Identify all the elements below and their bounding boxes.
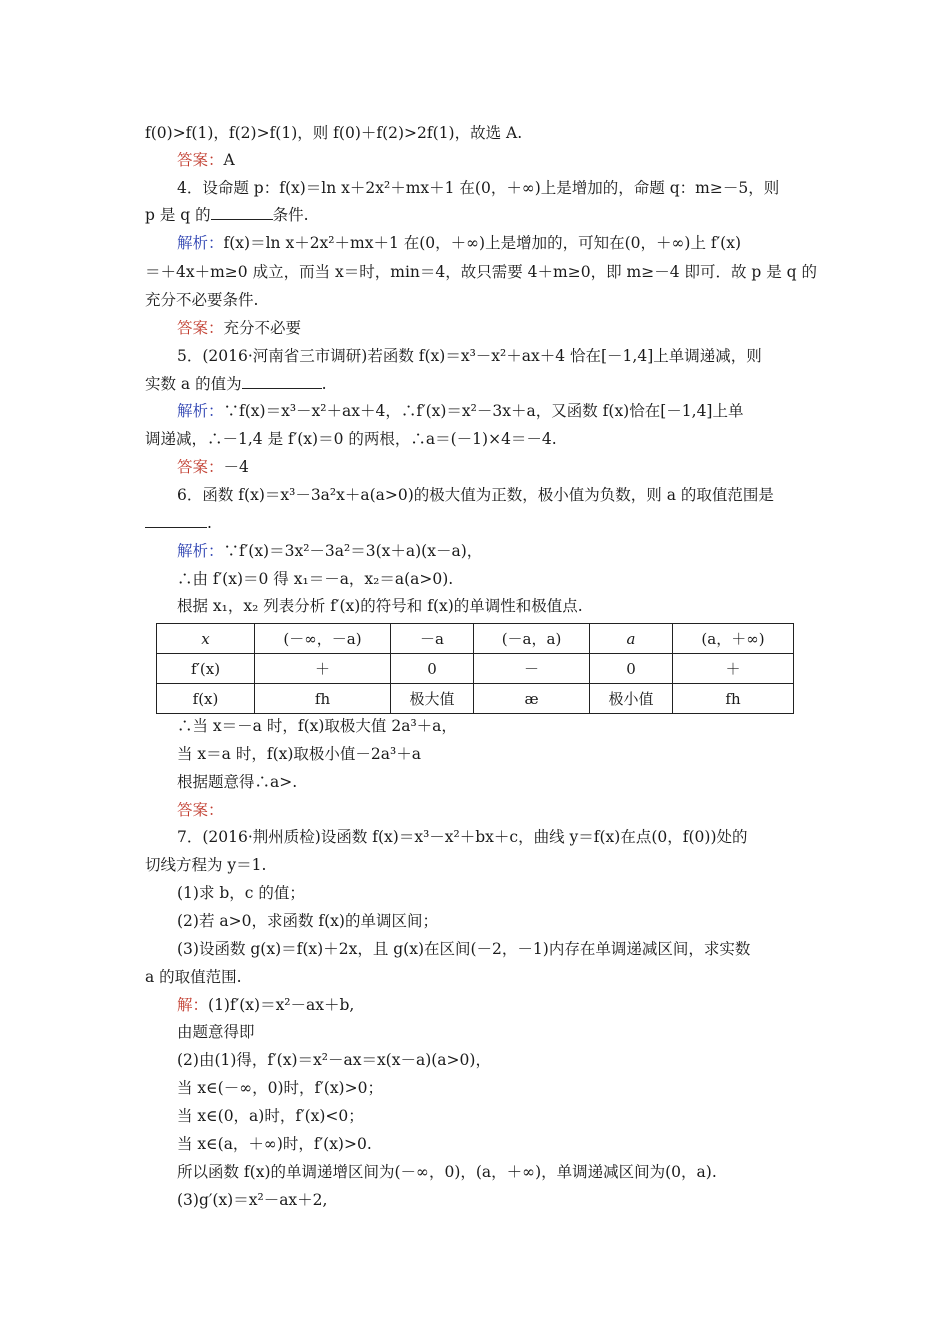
solution-6-line-4: ∴当 x＝－a 时，f(x)取极大值 2a³＋a， — [177, 717, 457, 735]
question-7-line-4: (2)若 a>0，求函数 f(x)的单调区间； — [177, 912, 438, 930]
table-cell: fh — [673, 684, 794, 714]
question-6-line-1: 6．函数 f(x)＝x³－3a²x＋a(a>0)的极大值为正数，极小值为负数，则 a 的取值范围是 — [177, 486, 774, 504]
table-cell: f′(x) — [157, 654, 255, 684]
answer-blank — [145, 527, 207, 528]
s4-text: f(x)＝ln x＋2x²＋mx＋1 在(0，＋∞)上是增加的，可知在(0，＋∞)上 f′(x) — [223, 234, 741, 252]
table-cell: ＋ — [673, 654, 794, 684]
solution-6-line-3: 根据 x₁，x₂ 列表分析 f′(x)的符号和 f(x)的单调性和极值点. — [177, 597, 583, 615]
solution-label: 解析： — [177, 234, 224, 252]
table-cell: a — [590, 624, 673, 654]
table-cell: (a，＋∞) — [673, 624, 794, 654]
answer-label: 答案： — [177, 151, 224, 169]
answer-4-value: 充分不必要 — [223, 319, 302, 337]
table-cell: 极大值 — [391, 684, 474, 714]
solution-label: 解析： — [177, 402, 224, 420]
table-cell: æ — [474, 684, 590, 714]
answer-3-value: A — [223, 151, 235, 169]
solution-6-line-5: 当 x＝a 时，f(x)取极小值－2a³＋a — [177, 745, 421, 763]
s6-text: ∵f′(x)＝3x²－3a²＝3(x＋a)(x－a)， — [223, 542, 483, 560]
solution-7-line-1 — [177, 995, 354, 1015]
question-7-line-6: a 的取值范围. — [145, 968, 242, 986]
table-row — [157, 624, 794, 654]
analysis-table — [156, 623, 794, 714]
answer-label: 答案： — [177, 458, 224, 476]
table-cell: (－a，a) — [474, 624, 590, 654]
answer-5 — [177, 457, 249, 477]
answer-blank — [211, 219, 273, 220]
table-cell: 0 — [391, 654, 474, 684]
solution-6-line-1 — [177, 541, 482, 561]
q6-text-end: . — [207, 514, 212, 532]
table-cell: (－∞，－a) — [255, 624, 391, 654]
answer-3 — [177, 150, 235, 170]
jie-label: 解： — [177, 996, 209, 1014]
solution-7-line-6: 当 x∈(a，＋∞)时，f′(x)>0. — [177, 1135, 372, 1153]
answer-6 — [177, 800, 224, 820]
answer-4 — [177, 318, 301, 338]
table-cell: －a — [391, 624, 474, 654]
answer-label: 答案： — [177, 801, 224, 819]
q4-text: p 是 q 的 — [145, 206, 211, 224]
solution-4-line-1 — [177, 233, 741, 253]
question-5-line-2 — [145, 374, 327, 394]
s5-text: ∵f(x)＝x³－x²＋ax＋4，∴f′(x)＝x²－3x＋a，又函数 f(x)恰在[－1,4]上单 — [223, 402, 744, 420]
solution-label: 解析： — [177, 542, 224, 560]
table-cell: ＋ — [255, 654, 391, 684]
question-4-line-2 — [145, 205, 309, 225]
solution-7-line-7: 所以函数 f(x)的单调递增区间为(－∞，0)，(a，＋∞)，单调递减区间为(0，a). — [177, 1163, 717, 1181]
question-7-line-5: (3)设函数 g(x)＝f(x)＋2x，且 g(x)在区间(－2，－1)内存在单调递减区间，求实数 — [177, 940, 751, 958]
table-cell: x — [157, 624, 255, 654]
table-cell: 极小值 — [590, 684, 673, 714]
solution-4-line-2: ＝＋4x＋m≥0 成立，而当 x＝时，min＝4，故只需要 4＋m≥0，即 m≥－4 即可．故 p 是 q 的 — [145, 263, 818, 281]
q5-text: 实数 a 的值为 — [145, 375, 242, 393]
solution-4-line-3: 充分不必要条件. — [145, 291, 259, 309]
solution-7-line-3: (2)由(1)得，f′(x)＝x²－ax＝x(x－a)(a>0)， — [177, 1051, 491, 1069]
q5-text-end: . — [321, 375, 327, 393]
table-row — [157, 654, 794, 684]
solution-5-line-2: 调递减，∴－1,4 是 f′(x)＝0 的两根，∴a＝(－1)×4＝－4. — [145, 430, 557, 448]
question-5-line-1: 5．(2016·河南省三市调研)若函数 f(x)＝x³－x²＋ax＋4 恰在[－1,4]上单调递减，则 — [177, 347, 762, 365]
table-cell: f(x) — [157, 684, 255, 714]
answer-5-value: －4 — [223, 458, 249, 476]
table-cell: fh — [255, 684, 391, 714]
j1-text: (1)f′(x)＝x²－ax＋b, — [208, 996, 355, 1014]
q4-text-end: 条件. — [272, 206, 309, 224]
solution-5-line-1 — [177, 401, 743, 421]
question-4-line-1: 4．设命题 p：f(x)＝ln x＋2x²＋mx＋1 在(0，＋∞)上是增加的，命题 q：m≥－5，则 — [177, 179, 780, 197]
solution-7-line-5: 当 x∈(0，a)时，f′(x)<0； — [177, 1107, 364, 1125]
solution-7-line-4: 当 x∈(－∞，0)时，f′(x)>0； — [177, 1079, 383, 1097]
question-6-line-2 — [145, 513, 212, 533]
continuation-line: f(0)>f(1)，f(2)>f(1)，则 f(0)＋f(2)>2f(1)，故选 A. — [145, 124, 523, 142]
solution-6-line-6: 根据题意得∴a>. — [177, 773, 298, 791]
solution-7-line-2: 由题意得即 — [177, 1023, 255, 1041]
question-7-line-2: 切线方程为 y＝1. — [145, 856, 267, 874]
question-7-line-1: 7．(2016·荆州质检)设函数 f(x)＝x³－x²＋bx＋c，曲线 y＝f(x)在点(0，f(0))处的 — [177, 828, 748, 846]
solution-7-line-8: (3)g′(x)＝x²－ax＋2, — [177, 1191, 328, 1209]
table-cell: 0 — [590, 654, 673, 684]
table-cell: － — [474, 654, 590, 684]
answer-blank — [242, 388, 322, 389]
answer-label: 答案： — [177, 319, 224, 337]
solution-6-line-2: ∴由 f′(x)＝0 得 x₁＝－a，x₂＝a(a>0). — [177, 570, 454, 588]
table-row — [157, 684, 794, 714]
question-7-line-3: (1)求 b，c 的值； — [177, 884, 305, 902]
